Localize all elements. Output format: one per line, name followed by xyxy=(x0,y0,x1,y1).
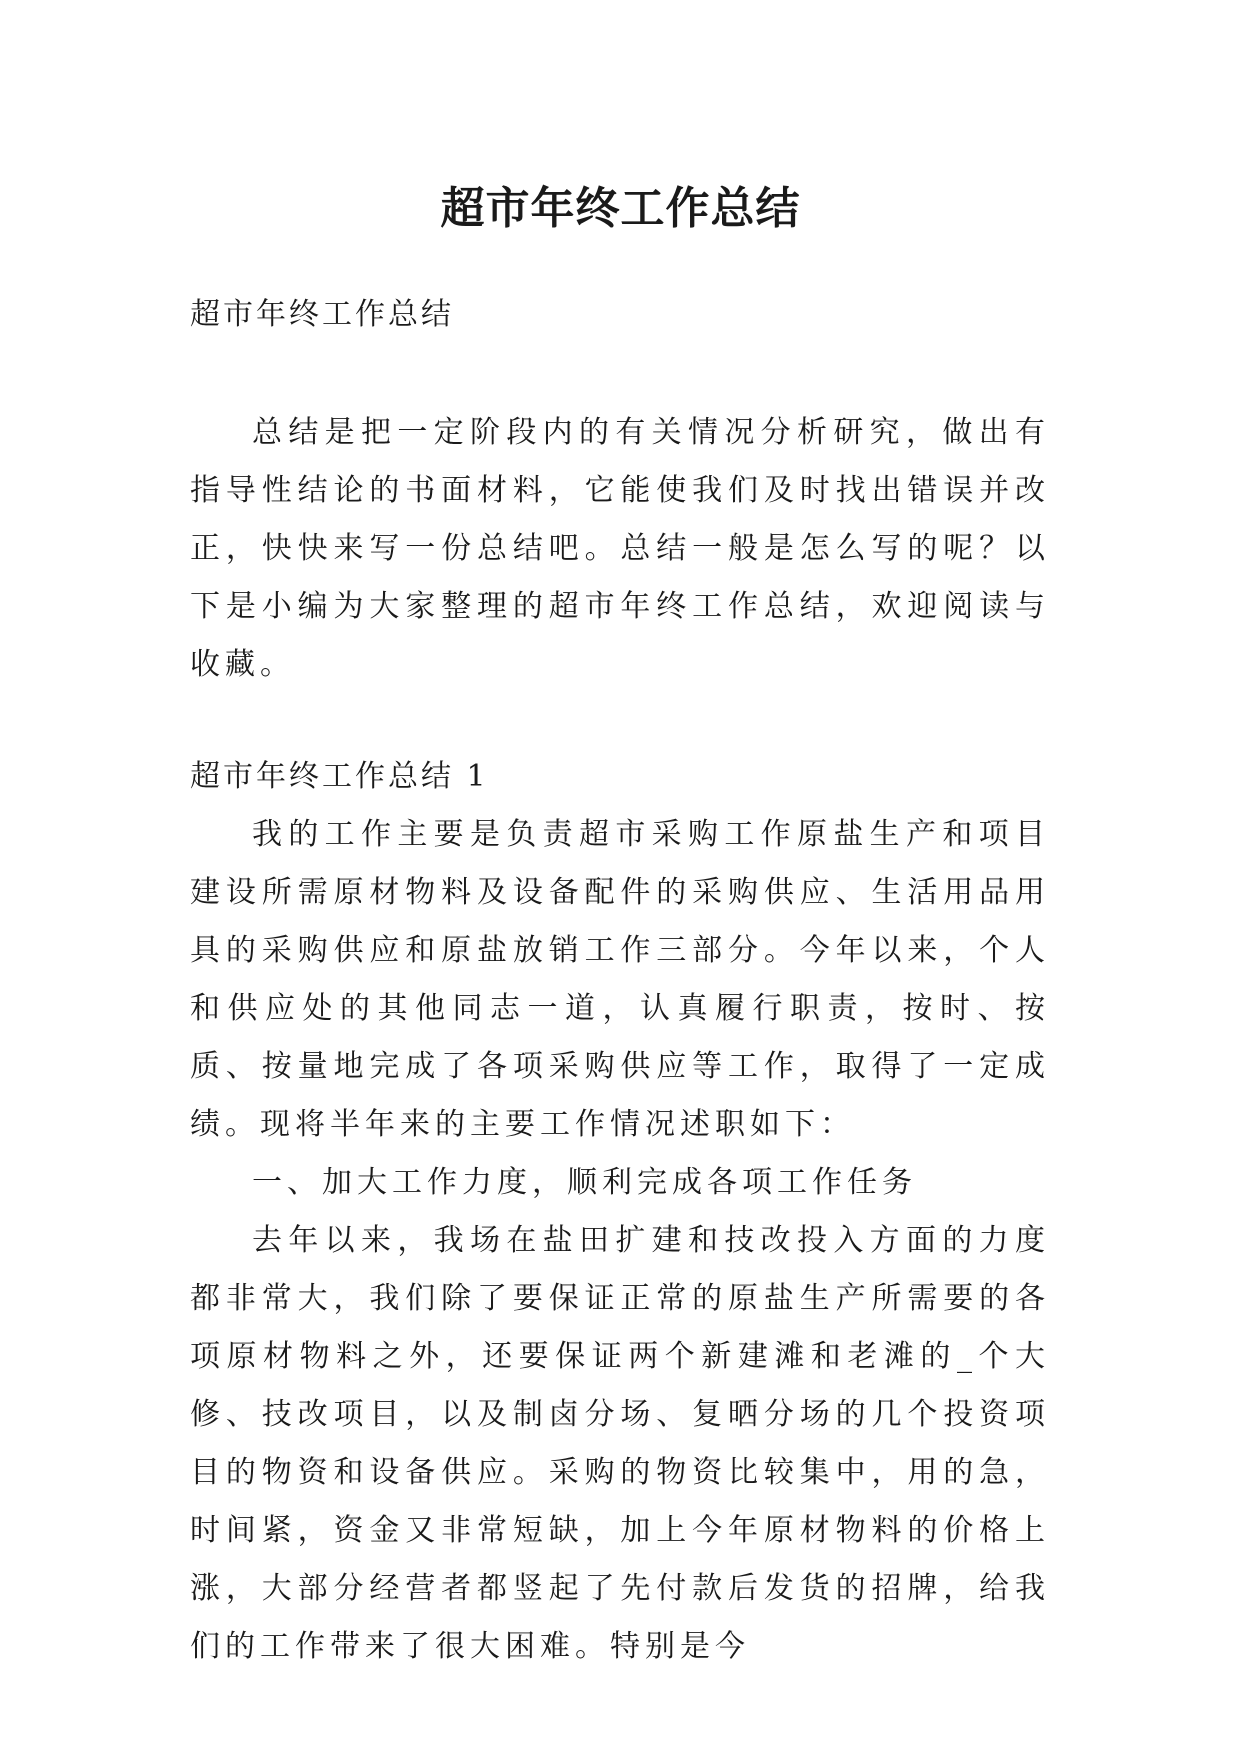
paragraph-two: 去年以来，我场在盐田扩建和技改投入方面的力度都非常大，我们除了要保证正常的原盐生产所需要的各项原材物料之外，还要保证两个新建滩和老滩的_个大修、技改项目，以及制卤分场、复晒分场的几个投资项目的物资和设备供应。采购的物资比较集中，用的急，时间紧，资金又非常短缺，加上今年原材物料的价格上涨，大部分经营者都竖起了先付款后发货的招牌，给我们的工作带来了很大困难。特别是今 xyxy=(190,1223,1050,1664)
section-title: 超市年终工作总结 1 xyxy=(190,759,489,794)
document-body xyxy=(190,286,1050,1676)
intro-paragraph: 总结是把一定阶段内的有关情况分析研究，做出有指导性结论的书面材料，它能使我们及时找出错误并改正，快快来写一份总结吧。总结一般是怎么写的呢？以下是小编为大家整理的超市年终工作总结，欢迎阅读与收藏。 xyxy=(190,415,1050,682)
document-subtitle: 超市年终工作总结 xyxy=(190,297,454,332)
section-heading-one: 一、加大工作力度，顺利完成各项工作任务 xyxy=(252,1165,917,1200)
document-title: 超市年终工作总结 xyxy=(440,183,801,235)
section-paragraph: 我的工作主要是负责超市采购工作原盐生产和项目建设所需原材物料及设备配件的采购供应、生活用品用具的采购供应和原盐放销工作三部分。今年以来，个人和供应处的其他同志一道，认真履行职责，按时、按质、按量地完成了各项采购供应等工作，取得了一定成绩。现将半年来的主要工作情况述职如下： xyxy=(190,817,1050,1142)
